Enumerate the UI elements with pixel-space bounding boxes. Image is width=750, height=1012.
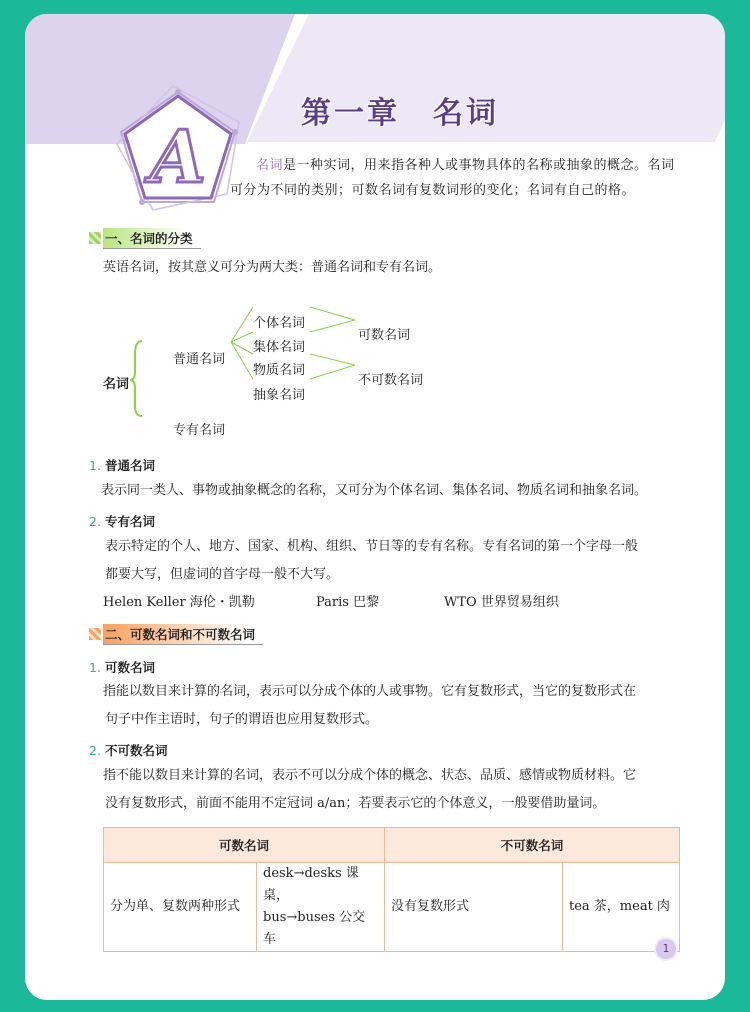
table-header-uncountable: 不可数名词 — [385, 828, 680, 863]
table-cell: tea 茶，meat 肉 — [563, 863, 680, 952]
chapter-title: 第一章 名词 — [301, 96, 499, 131]
item-heading-proper-noun: 2. 专有名词 — [89, 514, 155, 529]
page — [25, 14, 725, 1000]
tree-leaf: 个体名词 — [253, 316, 306, 331]
tree-leaf: 物质名词 — [253, 363, 306, 378]
intro-keyword: 名词 — [256, 158, 284, 173]
countable-comparison-table — [103, 827, 680, 952]
table-row — [104, 863, 680, 952]
table-cell: 分为单、复数两种形式 — [104, 863, 257, 952]
proper-noun-text-line1: 表示特定的个人、地方、国家、机构、组织、节日等的专有名称。专有名词的第一个字母一般 — [105, 539, 639, 554]
countable-text-line2: 句子中作主语时，句子的谓语也应用复数形式。 — [105, 712, 379, 727]
heading-pattern-icon — [89, 232, 101, 244]
tree-branch-proper: 专有名词 — [173, 423, 226, 438]
table-header-countable: 可数名词 — [104, 828, 385, 863]
item-heading-uncountable: 2. 不可数名词 — [89, 743, 168, 758]
uncountable-text-line2: 没有复数形式，前面不能用不定冠词 a/an；若要表示它的个体意义，一般要借助量词。 — [105, 796, 606, 811]
tree-group-countable: 可数名词 — [358, 328, 411, 343]
tree-leaf: 抽象名词 — [253, 388, 306, 403]
table-header-row — [104, 828, 680, 863]
heading-pattern-icon — [89, 628, 101, 640]
tree-leaf: 集体名词 — [253, 340, 306, 355]
section1-lead: 英语名词，按其意义可分为两大类：普通名词和专有名词。 — [103, 260, 442, 275]
countable-text-line1: 指能以数目来计算的名词，表示可以分成个体的人或事物。它有复数形式，当它的复数形式在 — [103, 684, 637, 699]
tree-group-uncountable: 不可数名词 — [358, 373, 424, 388]
table-cell: 没有复数形式 — [385, 863, 563, 952]
tree-branch-common: 普通名词 — [173, 352, 226, 367]
example-2: Paris 巴黎 — [316, 595, 380, 610]
noun-classification-tree — [85, 294, 465, 438]
intro-text: 是一种实词，用来指各种人或事物具体的名称或抽象的概念。名词可分为不同的类别；可数名词有复数词形的变化；名词有自己的格。 — [230, 158, 675, 198]
svg-text:A: A — [150, 114, 206, 199]
section2-heading: 二、可数名词和不可数名词 — [89, 623, 263, 645]
example-3: WTO 世界贸易组织 — [444, 595, 559, 610]
uncountable-text-line1: 指不能以数目来计算的名词，表示不可以分成个体的概念、状态、品质、感情或物质材料。它 — [103, 768, 637, 783]
example-1: Helen Keller 海伦・凯勒 — [103, 595, 255, 610]
item-heading-countable: 1. 可数名词 — [89, 660, 155, 675]
proper-noun-text-line2: 都要大写，但虚词的首字母一般不大写。 — [105, 567, 340, 582]
section1-heading: 一、名词的分类 — [89, 227, 201, 249]
page-number: 1 — [656, 939, 676, 959]
common-noun-text: 表示同一类人、事物或抽象概念的名称，又可分为个体名词、集体名词、物质名词和抽象名词。 — [101, 483, 648, 498]
table-cell-examples: desk→desks 课桌， bus→buses 公交车 — [257, 863, 385, 952]
item-heading-common-noun: 1. 普通名词 — [89, 458, 155, 473]
chapter-letter-logo — [113, 84, 243, 214]
intro-paragraph — [230, 153, 682, 203]
tree-root: 名词 — [103, 377, 130, 392]
